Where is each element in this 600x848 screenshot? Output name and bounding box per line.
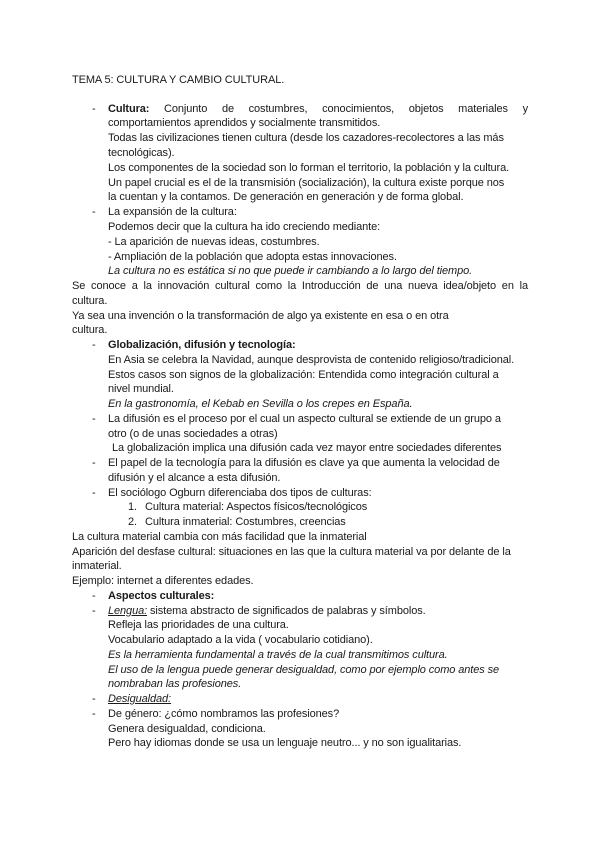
text-line: - Ampliación de la población que adopta estas innovaciones. (108, 251, 397, 263)
text-line: El sociólogo Ogburn diferenciaba dos tipos de culturas: (108, 487, 372, 499)
text-line: Aparición del desfase cultural: situaciones en las que la cultura material va por delante de la (72, 546, 511, 558)
text-line: otro (o de unas sociedades a otras) (108, 428, 278, 440)
bullet-marker: - (92, 605, 96, 617)
text-line: Los componentes de la sociedad son lo forman el territorio, la población y la cultura. (108, 162, 510, 174)
text-line: cultura. (72, 324, 108, 336)
bullet-marker: - (92, 708, 96, 720)
text-line: comportamientos aprendidos y socialmente transmitidos. (108, 117, 381, 129)
numbered-item-number: 2. (128, 516, 137, 528)
text-line: El papel de la tecnología para la difusión es clave ya que aumenta la velocidad de (108, 457, 500, 469)
text-line: Todas las civilizaciones tienen cultura (desde los cazadores-recolectores a las más (108, 132, 504, 144)
lengua-line (108, 604, 426, 619)
text-line: Podemos decir que la cultura ha ido creciendo mediante: (108, 221, 381, 233)
globalizacion-heading: Globalización, difusión y tecnología: (108, 339, 296, 351)
text-line: Pero hay idiomas donde se usa un lenguaje neutro... y no son igualitarias. (108, 737, 462, 749)
document-title: TEMA 5: CULTURA Y CAMBIO CULTURAL. (72, 74, 285, 86)
lengua-definition: sistema abstracto de significados de palabras y símbolos. (147, 605, 426, 617)
numbered-item-text: Cultura inmaterial: Costumbres, creencias (145, 516, 346, 528)
text-line: cultura. (72, 295, 108, 307)
bullet-marker: - (92, 693, 96, 705)
italic-note: nombraban las profesiones. (108, 678, 242, 690)
text-line: Un papel crucial es el de la transmisión (socialización), la cultura existe porque nos (108, 177, 505, 189)
italic-note: El uso de la lengua puede generar desigualdad, como por ejemplo como antes se (108, 664, 500, 676)
text-line: nivel mundial. (108, 383, 174, 395)
desigualdad-heading: Desigualdad: (108, 693, 172, 705)
bullet-marker: - (92, 413, 96, 425)
text-line: Ya sea una invención o la transformación de algo ya existente en esa o en otra (72, 310, 449, 322)
italic-note: Es la herramienta fundamental a través de la cual transmitimos cultura. (108, 649, 448, 661)
text-line: Vocabulario adaptado a la vida ( vocabulario cotidiano). (108, 634, 373, 646)
text-line: En Asia se celebra la Navidad, aunque desprovista de contenido religioso/tradicional. (108, 354, 515, 366)
bullet-marker: - (92, 457, 96, 469)
bullet-marker: - (92, 590, 96, 602)
bullet-marker: - (92, 487, 96, 499)
lengua-term: Lengua: (108, 605, 148, 617)
text-line: Ejemplo: internet a diferentes edades. (72, 575, 254, 587)
italic-note: La cultura no es estática si no que puede ir cambiando a lo largo del tiempo. (108, 265, 473, 277)
text-line: La difusión es el proceso por el cual un aspecto cultural se extiende de un grupo a (108, 413, 501, 425)
numbered-item-number: 1. (128, 501, 137, 513)
text-line: Se conoce a la innovación cultural como la Introducción de una nueva idea/objeto en la (72, 280, 528, 292)
bullet-marker: - (92, 103, 96, 115)
text-line: La cultura material cambia con más facilidad que la inmaterial (72, 531, 367, 543)
text-line: La globalización implica una difusión cada vez mayor entre sociedades diferentes (112, 442, 502, 454)
cultura-term: Cultura: (108, 103, 150, 115)
text-line: - La aparición de nuevas ideas, costumbres. (108, 236, 320, 248)
numbered-item-text: Cultura material: Aspectos físicos/tecnológicos (145, 501, 368, 513)
bullet-marker: - (92, 206, 96, 218)
bullet-marker: - (92, 339, 96, 351)
text-line: Refleja las prioridades de una cultura. (108, 619, 289, 631)
text-line: inmaterial. (72, 560, 122, 572)
text-line: difusión y el alcance a esta difusión. (108, 472, 281, 484)
aspectos-heading: Aspectos culturales: (108, 590, 215, 602)
text-line: De género: ¿cómo nombramos las profesiones? (108, 708, 340, 720)
text-line: Genera desigualdad, condiciona. (108, 723, 266, 735)
cultura-definition: Conjunto de costumbres, conocimientos, objetos materiales y (164, 103, 528, 115)
italic-note: En la gastronomía, el Kebab en Sevilla o los crepes en España. (108, 398, 413, 410)
cultura-definition-line (108, 102, 528, 117)
text-line: Estos casos son signos de la globalización: Entendida como integración cultural a (108, 369, 499, 381)
text-line: la cuentan y la contamos. De generación en generación y de forma global. (108, 191, 464, 203)
text-line: tecnológicas). (108, 147, 175, 159)
expansion-heading: La expansión de la cultura: (108, 206, 237, 218)
